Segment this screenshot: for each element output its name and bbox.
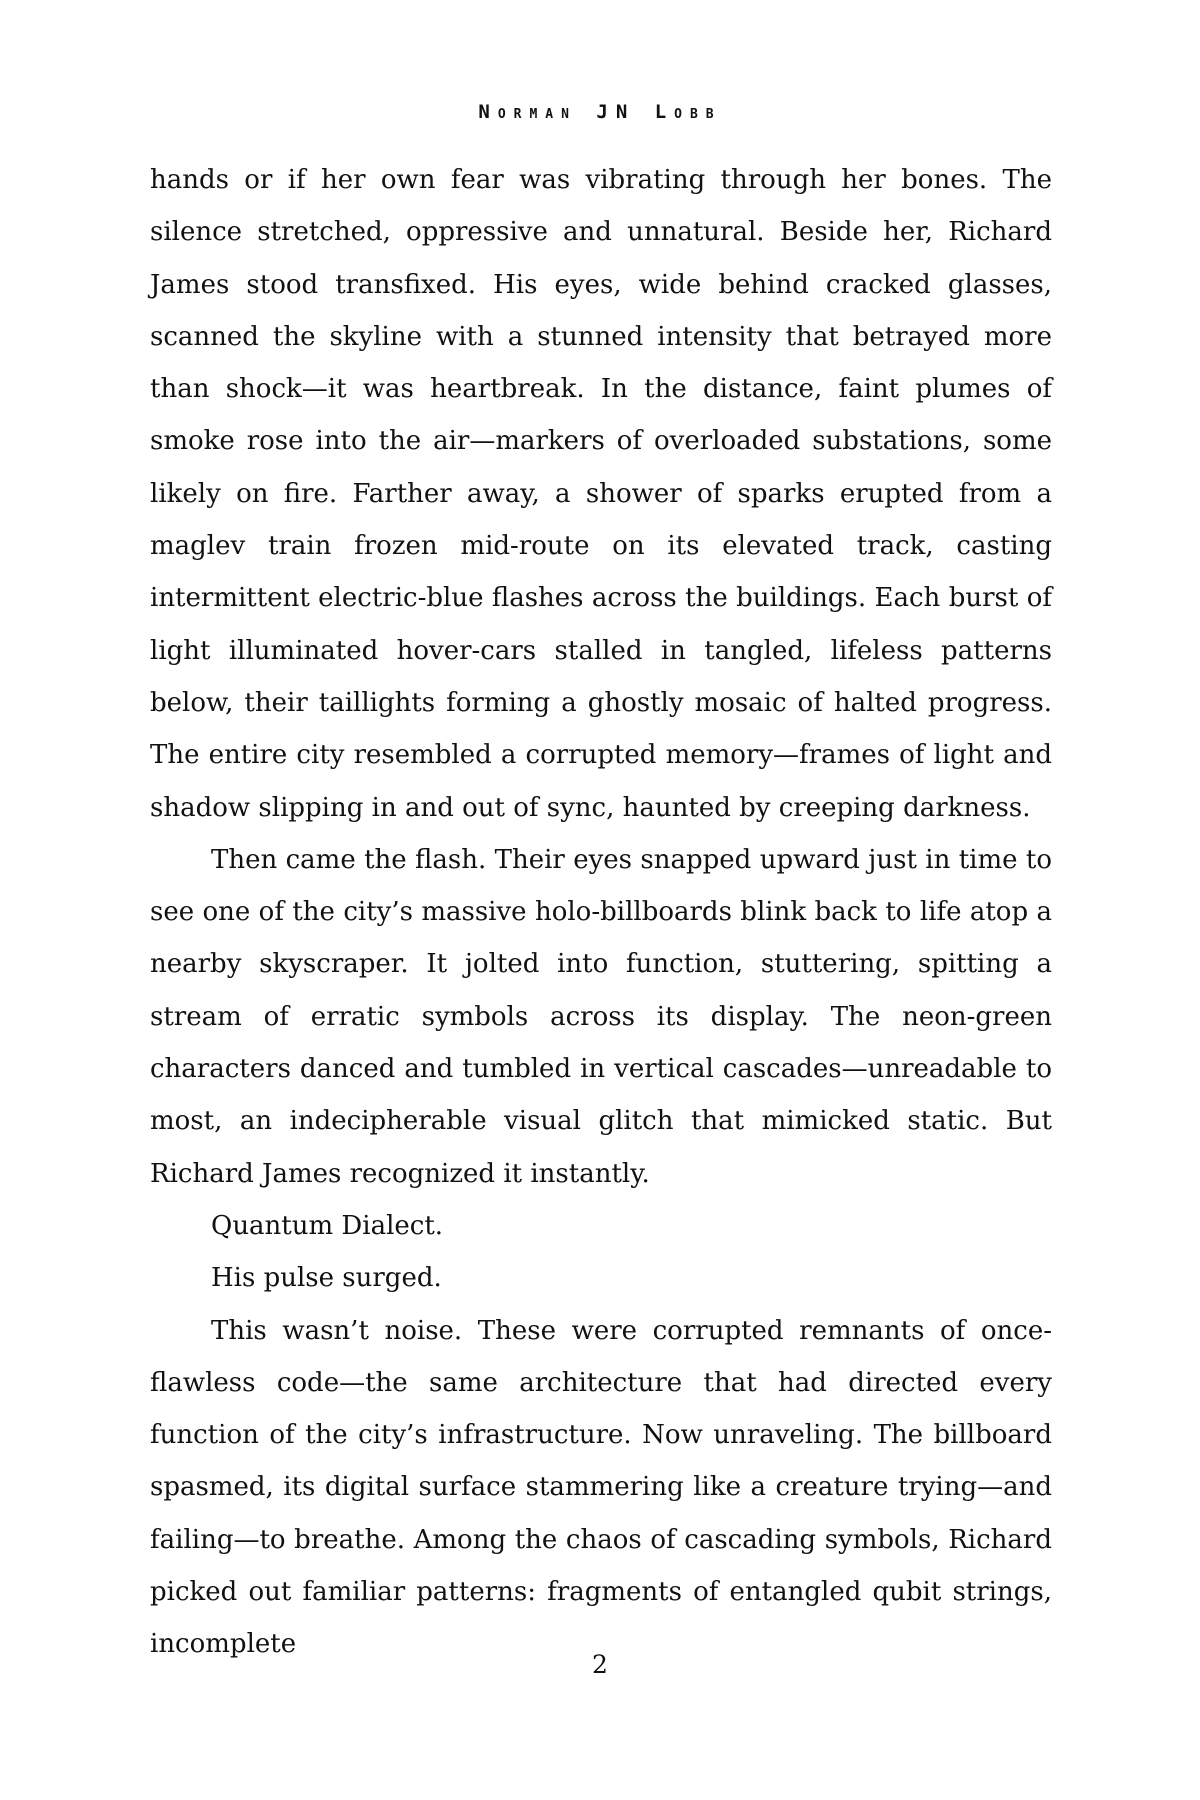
page-number: 2 [592,1650,608,1679]
running-head: Norman JN Lobb [478,101,722,123]
paragraph: His pulse surged. [211,1263,442,1294]
paragraph: Quantum Dialect. [211,1210,444,1241]
body-text [150,154,1052,1671]
paragraph: Then came the flash. Their eyes snapped upward just in time to see one of the city’s massive holo-billboards blink back to life atop a nearby skyscraper. It jolted into function, stuttering, spitting a stream of erratic symbols across its display. The neon-green characters danced and tumbled in vertical cascades—unreadable to most, an indecipherable visual glitch that mimicked static. But Richard James recognized it instantly. [150,844,1052,1189]
paragraph-continued: hands or if her own fear was vibrating through her bones. The silence stretched, oppressive and unnatural. Beside her, Richard James stood transfixed. His eyes, wide behind cracked glasses, scanned the skyline with a stunned intensity that betrayed more than shock—it was heartbreak. In the distance, faint plumes of smoke rose into the air—markers of overloaded substations, some likely on fire. Farther away, a shower of sparks erupted from a maglev train frozen mid-route on its elevated track, casting intermittent electric-blue flashes across the buildings. Each burst of light illuminated hover-cars stalled in tangled, lifeless patterns below, their taillights forming a ghostly mosaic of halted progress. The entire city resembled a corrupted memory—frames of light and shadow slipping in and out of sync, haunted by creeping darkness. [150,165,1052,823]
paragraph: This wasn’t noise. These were corrupted remnants of once-flawless code—the same architecture that had directed every function of the city’s infrastructure. Now unraveling. The billboard spasmed, its digital surface stammering like a creature trying—and failing—to breathe. Among the chaos of cascading symbols, Richard picked out familiar patterns: fragments of entangled qubit strings, incomplete [150,1315,1052,1660]
